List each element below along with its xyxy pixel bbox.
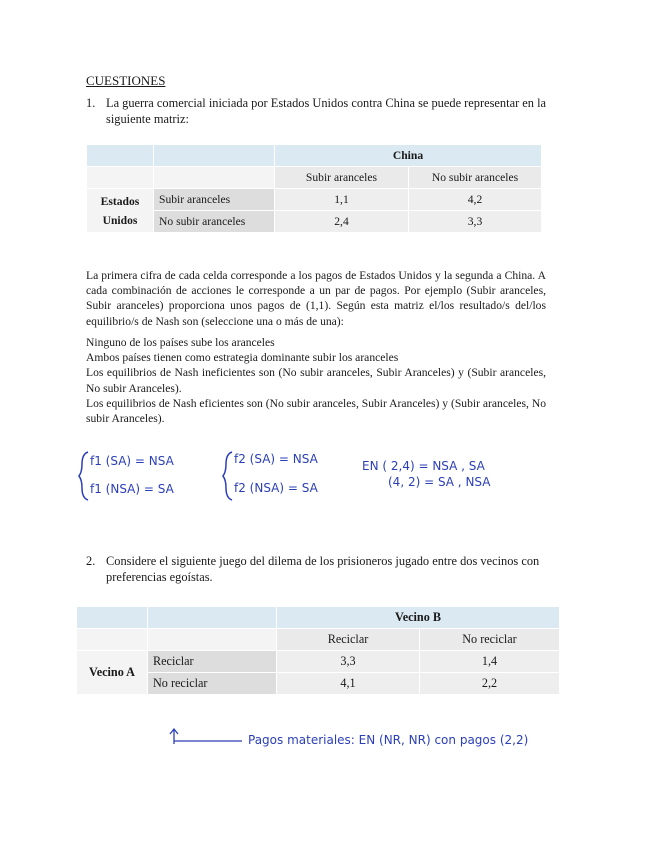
table2-col-player: Vecino B	[277, 607, 560, 629]
table1-row-player-line: Estados	[100, 194, 140, 208]
table2-payoff-cell: 2,2	[420, 673, 560, 695]
table2-col-strategy: No reciclar	[420, 629, 560, 651]
option-item[interactable]: Ninguno de los países sube los aranceles	[86, 336, 275, 349]
table1-corner	[87, 145, 154, 167]
table1-row-player-line: Unidos	[102, 213, 138, 227]
heading: CUESTIONES	[86, 73, 166, 88]
table2-corner	[77, 607, 148, 629]
handwriting-f1-line2: f1 (NSA) = SA	[90, 482, 174, 496]
table1-payoff-cell: 3,3	[409, 211, 542, 233]
table2-corner	[148, 607, 277, 629]
option-item[interactable]: Ambos países tienen como estrategia dominante subir los aranceles	[86, 351, 399, 365]
option-item[interactable]: Los equilibrios de Nash eficientes son (No subir aranceles, Subir Aranceles) y (Subir aranceles, No subir Aranceles).	[86, 396, 546, 426]
table1-blank	[87, 167, 154, 189]
payoff-table-2	[76, 606, 560, 695]
table2-blank	[77, 629, 148, 651]
payoff-table-1	[86, 144, 542, 233]
table2-col-strategy: Reciclar	[277, 629, 420, 651]
handwriting-q2-note: Pagos materiales: EN (NR, NR) con pagos (2,2)	[248, 733, 529, 747]
table1-row-strategy: No subir aranceles	[154, 211, 275, 233]
table1-row-strategy: Subir aranceles	[154, 189, 275, 211]
table1-blank	[154, 167, 275, 189]
table1-col-strategy: Subir aranceles	[275, 167, 409, 189]
arrow-up-icon	[166, 726, 246, 746]
table2-payoff-cell: 1,4	[420, 651, 560, 673]
table2-payoff-cell: 4,1	[277, 673, 420, 695]
table1-payoff-cell: 4,2	[409, 189, 542, 211]
handwriting-en-line1: EN ( 2,4) = NSA , SA	[362, 459, 485, 473]
question-2-number: 2.	[86, 554, 96, 568]
table1-col-strategy: No subir aranceles	[409, 167, 542, 189]
option-item[interactable]: Los equilibrios de Nash ineficientes son (No subir aranceles, Subir Aranceles) y (Subir aranceles, No subir Aranceles).	[86, 366, 546, 395]
question-1	[86, 95, 556, 127]
handwriting-f2-line1: f2 (SA) = NSA	[234, 452, 318, 466]
table2-row-strategy: No reciclar	[148, 673, 277, 695]
question-1-number: 1.	[86, 96, 96, 110]
handwriting-f2-line2: f2 (NSA) = SA	[234, 481, 318, 495]
question-1-paragraph: La primera cifra de cada celda corresponde a los pagos de Estados Unidos y la segunda a China. A cada combinación de acciones le corresponde a un par de pagos. Por ejemplo (Subir aranceles, Subir aranceles) proporciona unos pagos de (1,1). Según esta matriz el/los resultado/s del/los equilibrio/s de Nash son (seleccione una o más de una):	[86, 269, 546, 328]
question-2	[86, 553, 566, 585]
table2-blank	[148, 629, 277, 651]
handwriting-en-line2: (4, 2) = SA , NSA	[388, 475, 491, 489]
table1-payoff-cell: 1,1	[275, 189, 409, 211]
table2-row-player: Vecino A	[77, 651, 148, 695]
table1-payoff-cell: 2,4	[275, 211, 409, 233]
handwriting-f1-line1: f1 (SA) = NSA	[90, 454, 174, 468]
question-1-options	[86, 335, 546, 426]
table1-row-player	[87, 189, 154, 233]
table2-row-strategy: Reciclar	[148, 651, 277, 673]
table1-col-player: China	[275, 145, 542, 167]
question-2-text: Considere el siguiente juego del dilema de los prisioneros jugado entre dos vecinos con preferencias egoístas.	[106, 554, 540, 584]
question-1-text: La guerra comercial iniciada por Estados Unidos contra China se puede representar en la siguiente matriz:	[106, 96, 547, 126]
table1-corner	[154, 145, 275, 167]
table2-payoff-cell: 3,3	[277, 651, 420, 673]
